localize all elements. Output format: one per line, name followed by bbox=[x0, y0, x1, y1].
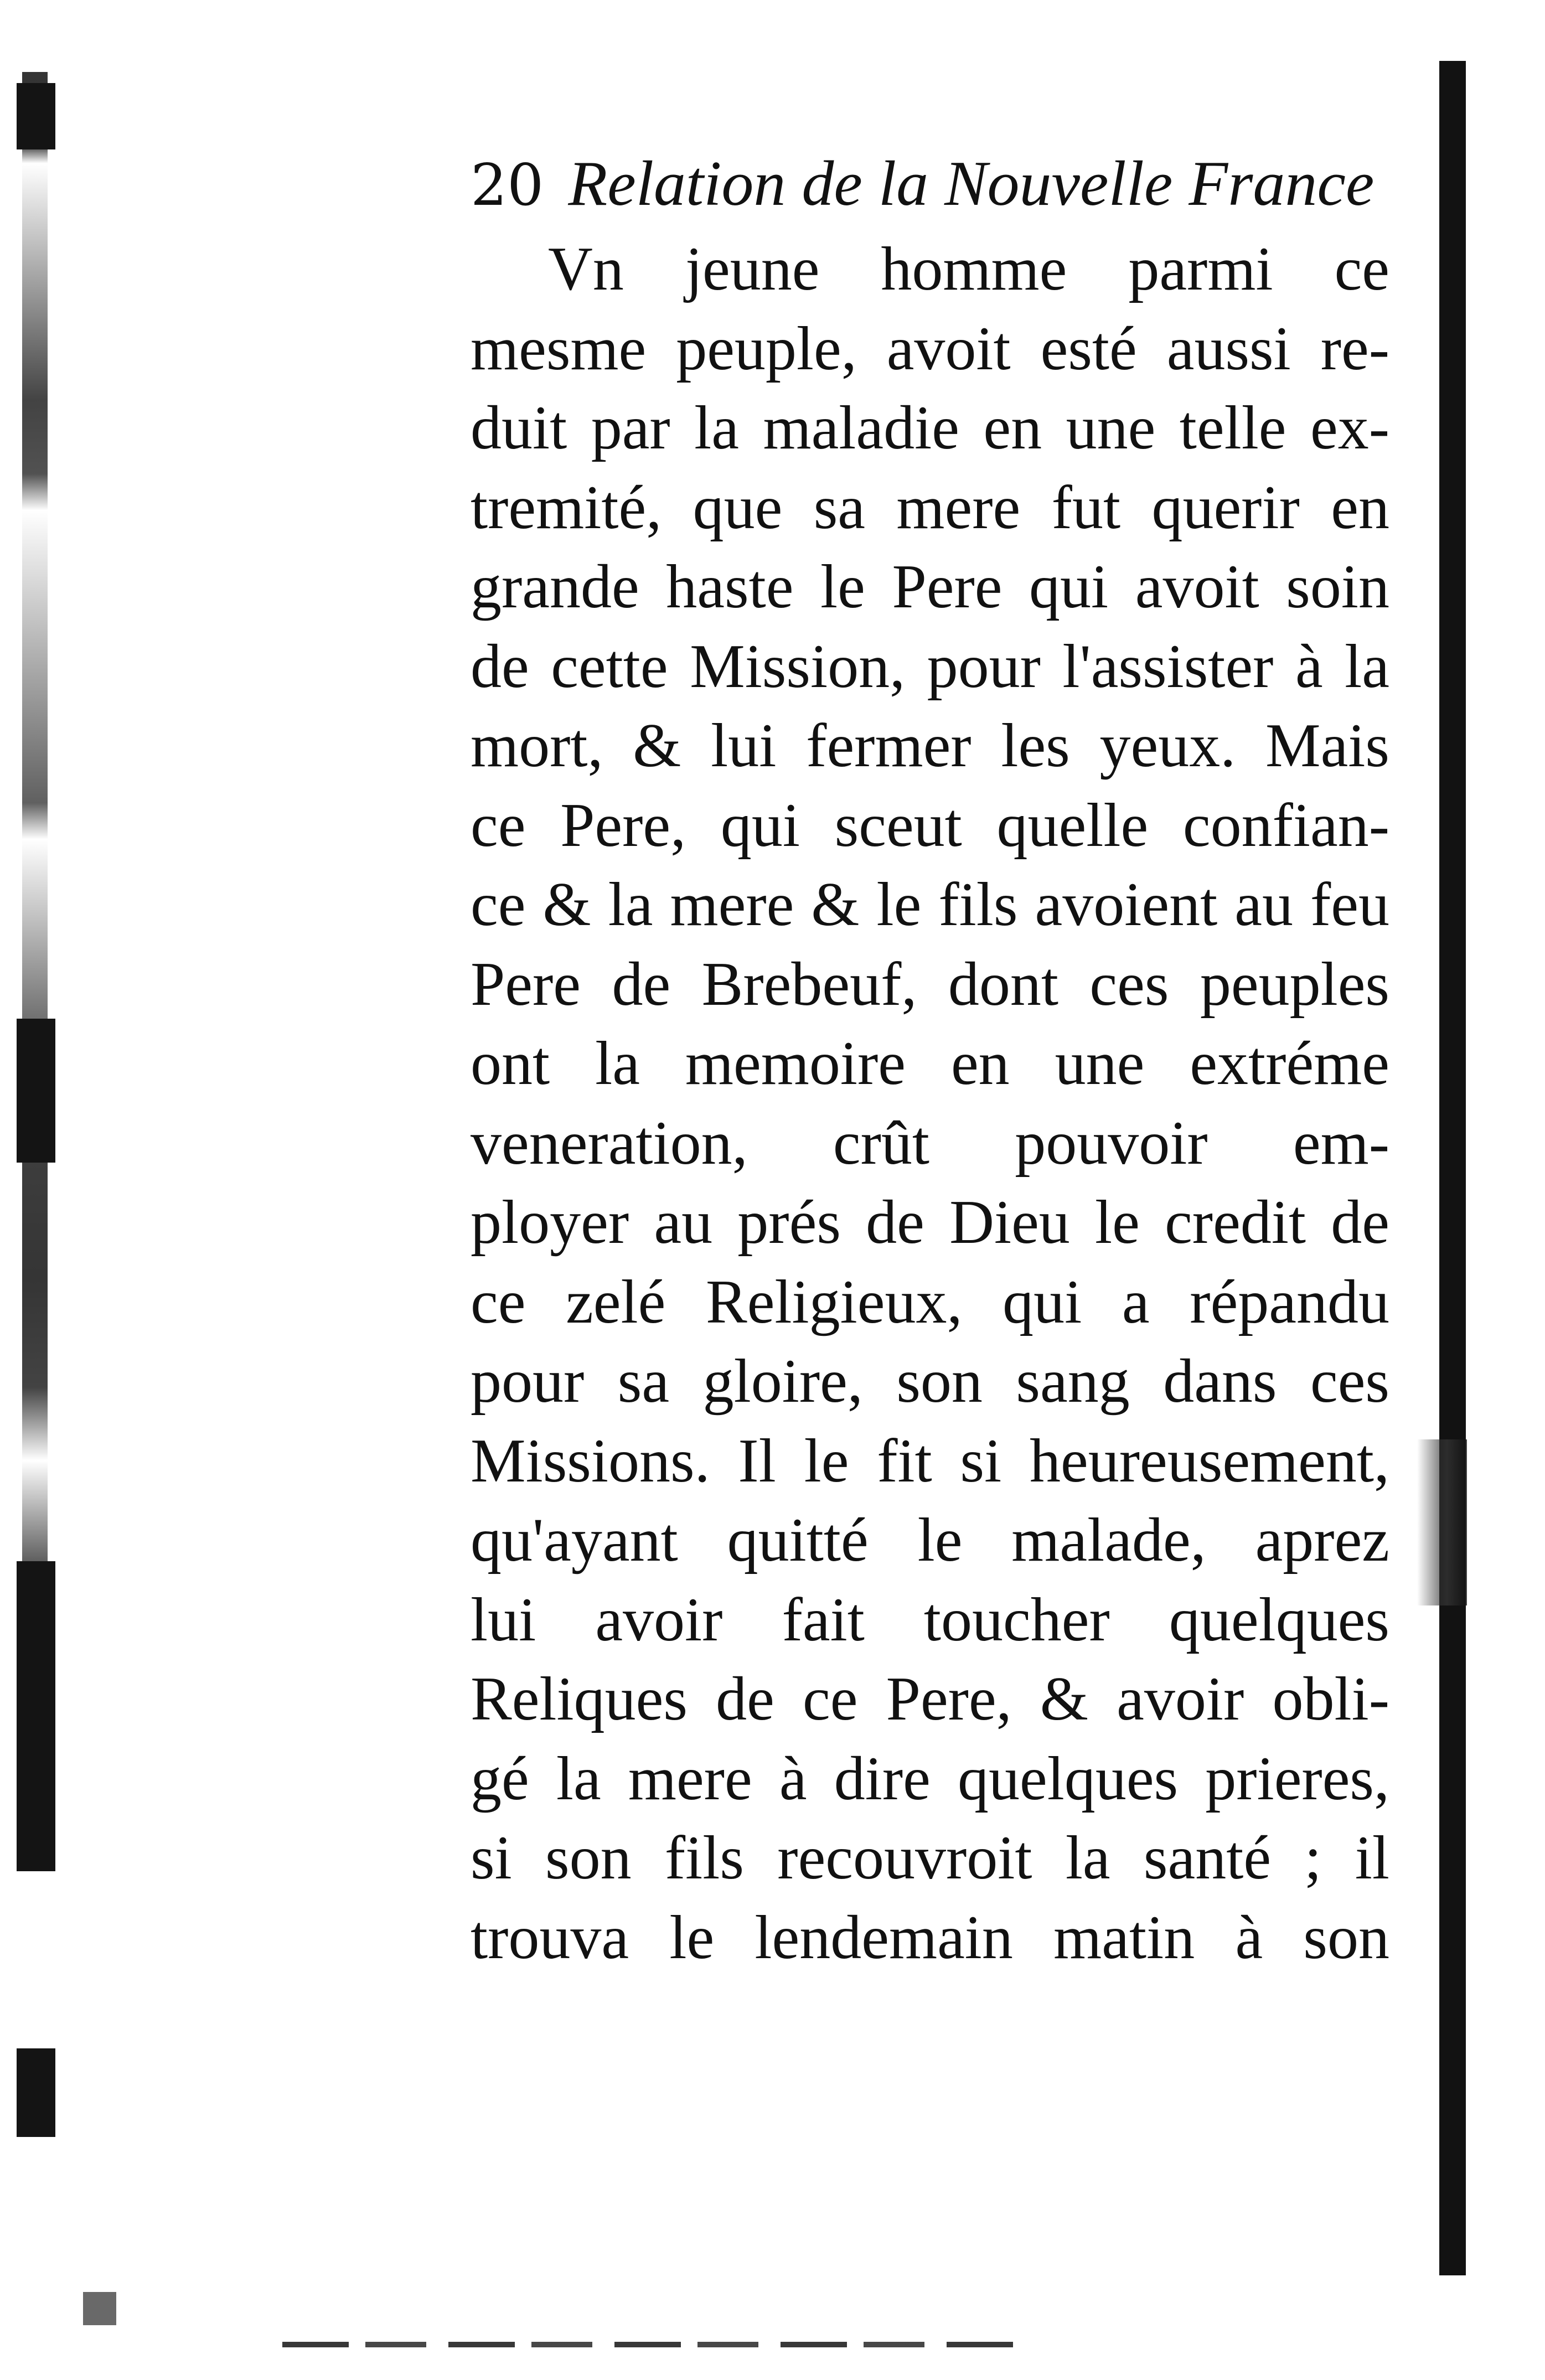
text-line: Vn jeune homme parmi ce bbox=[548, 235, 1389, 303]
text-line: veneration, crût pouvoir em- bbox=[471, 1108, 1389, 1178]
text-line: ce & la mere & le fils avoient au feu bbox=[471, 870, 1389, 939]
text-line: ont la memoire en une extréme bbox=[471, 1029, 1389, 1098]
text-line: mesme peuple, avoit esté aussi re- bbox=[471, 314, 1389, 383]
text-line: ce Pere, qui sceut quelle confian- bbox=[471, 791, 1389, 860]
scan-artifact bbox=[17, 1561, 55, 1871]
scan-artifact bbox=[17, 2048, 55, 2137]
text-line: pour sa gloire, son sang dans ces bbox=[471, 1347, 1389, 1416]
scan-artifact bbox=[17, 1019, 55, 1163]
text-line: Missions. Il le fit si heureusement, bbox=[471, 1426, 1389, 1495]
text-line: ployer au prés de Dieu le credit de bbox=[471, 1188, 1389, 1257]
scan-artifact bbox=[1417, 1439, 1467, 1605]
text-line: Pere de Brebeuf, dont ces peuples bbox=[471, 949, 1389, 1019]
scan-bottom-edge bbox=[282, 2342, 1030, 2347]
text-line: gé la mere à dire quelques prieres, bbox=[471, 1744, 1389, 1813]
text-line: lui avoir fait toucher quelques bbox=[471, 1585, 1389, 1654]
text-line: grande haste le Pere qui avoit soin bbox=[471, 553, 1389, 621]
text-line: de cette Mission, pour l'assister à la bbox=[471, 632, 1389, 701]
text-line: ce zelé Religieux, qui a répandu bbox=[471, 1267, 1389, 1336]
scan-artifact bbox=[83, 2292, 116, 2325]
scan-artifact bbox=[17, 83, 55, 149]
text-line: tremité, que sa mere fut querir en bbox=[471, 473, 1389, 542]
text-block bbox=[471, 138, 1389, 1978]
scan-binding-shadow-right bbox=[1439, 61, 1466, 2275]
text-line: Reliques de ce Pere, & avoir obli- bbox=[471, 1665, 1389, 1733]
text-line: si son fils recouvroit la santé ; il bbox=[471, 1824, 1389, 1892]
text-line: mort, & lui fermer les yeux. Mais bbox=[471, 711, 1389, 780]
text-line: qu'ayant quitté le malade, aprez bbox=[471, 1506, 1389, 1574]
page-header bbox=[471, 138, 1389, 230]
running-title: Relation de la Nouvelle France bbox=[568, 148, 1375, 219]
text-line: duit par la maladie en une telle ex- bbox=[471, 394, 1389, 462]
page-number: 20 bbox=[471, 151, 544, 219]
text-line: trouva le lendemain matin à son bbox=[471, 1903, 1389, 1972]
